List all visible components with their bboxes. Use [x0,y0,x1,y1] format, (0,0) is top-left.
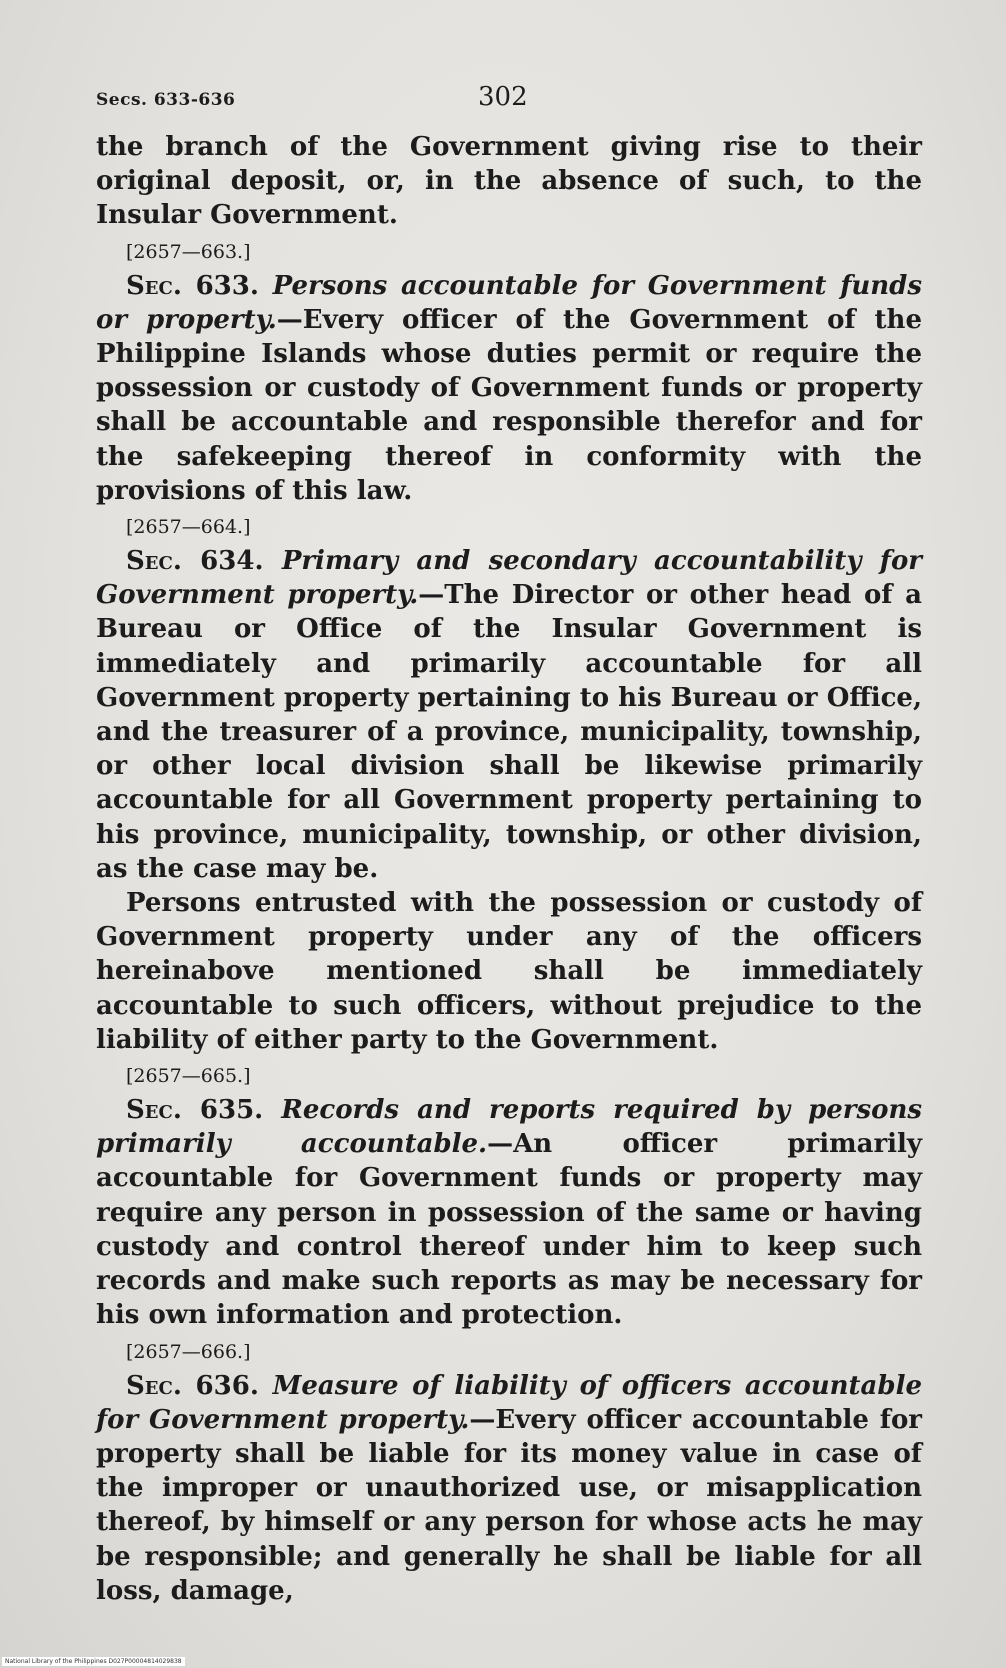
opening-paragraph: the branch of the Government giving rise to their original deposit, or, in the absence of such, to the Insular Government. [96,132,922,231]
section-body: —The Director or other head of a Bureau or Office of the Insular Government is immediately and primarily accountable for all Government property pertaining to his Bureau or Office, and the treasurer of a province, municipality, township, or other local division shall be likewise primarily accountable for all Government property pertaining to his province, municipality, township, or other division, as the case may be. [96,580,923,884]
section-label: Sec. 634. [126,546,264,577]
section-heading: Measure of liability of officers accountable for Government property. [96,1370,923,1435]
section-heading: Records and reports required by persons primarily accountable. [96,1095,923,1160]
section-reference: [2657—666.] [126,1340,251,1363]
section-635 [96,1093,922,1332]
section-heading: Primary and secondary accountability for Government property. [96,546,922,611]
page-number: 302 [478,82,528,112]
section-heading: Persons accountable for Government funds or property. [96,270,923,335]
section-636 [96,1369,922,1608]
section-reference: [2657—664.] [126,516,251,539]
section-label: Sec. 635. [126,1095,264,1126]
running-head: Secs. 633-636 [96,90,236,110]
section-634-paragraph-2: Persons entrusted with the possession or custody of Government property under any of the officers hereinabove mentioned shall be immediately accountable to such officers, without prejudice to the liability of either party to the Government. [96,888,922,1055]
section-reference: [2657—663.] [126,240,251,263]
section-label: Sec. 636. [126,1370,259,1401]
scan-footer: National Library of the Philippines D027P00004814029838 [2,1657,185,1666]
section-body: —An officer primarily accountable for Government funds or property may require any person in possession of the same or having custody and control thereof under him to keep such records and make such reports as may be necessary for his own information and protection. [96,1129,923,1331]
body-text [96,130,922,1608]
section-body: —Every officer of the Government of the Philippine Islands whose duties permit or require the possession or custody of Government funds or property shall be accountable and responsible therefor and for the safekeeping thereof in conformity with the provisions of this law. [96,304,922,506]
section-label: Sec. 633. [126,270,259,301]
section-body: —Every officer accountable for property shall be liable for its money value in case of the improper or unauthorized use, or misapplication thereof, by himself or any person for whose acts he may be responsible; and generally he shall be liable for all loss, damage, [96,1404,922,1606]
section-633 [96,269,922,508]
section-634 [96,544,922,886]
section-reference: [2657—665.] [126,1065,251,1088]
